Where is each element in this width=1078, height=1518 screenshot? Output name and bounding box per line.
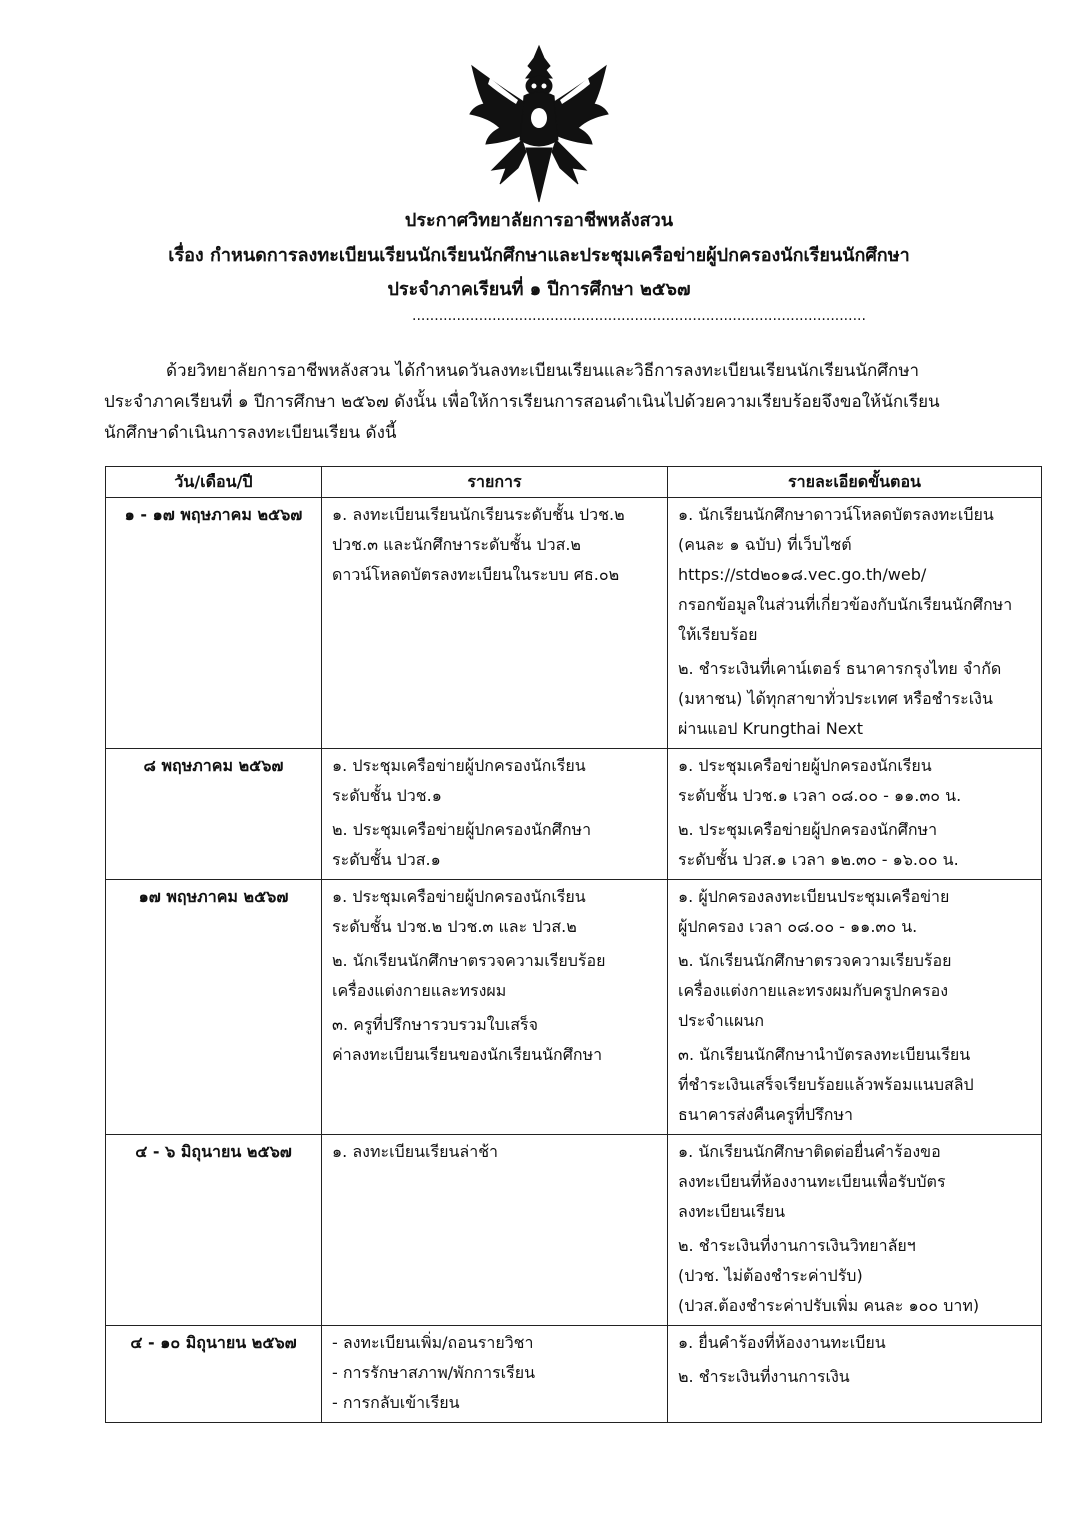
detail-entry	[678, 1040, 1031, 1130]
table-row	[106, 1135, 1042, 1326]
text-line: (มหาชน) ได้ทุกสาขาทั่วประเทศ หรือชำระเงิน	[678, 689, 993, 708]
row-items	[322, 880, 668, 1135]
row-items	[322, 1135, 668, 1326]
text-line: ระดับชั้น ปวช.๑	[332, 786, 442, 805]
text-line: - ลงทะเบียนเพิ่ม/ถอนรายวิชา	[332, 1333, 534, 1352]
detail-entry	[678, 654, 1031, 744]
detail-entry	[678, 1362, 1031, 1392]
separator-dots: ......................................................................................................	[412, 308, 866, 324]
text-line: ลงทะเบียนที่ห้องงานทะเบียนเพื่อรับบัตร	[678, 1172, 946, 1191]
item-entry	[332, 751, 657, 811]
text-line: ๓. นักเรียนนักศึกษานำบัตรลงทะเบียนเรียน	[678, 1045, 971, 1064]
text-line: ๒. ชำระเงินที่งานการเงิน	[678, 1367, 850, 1386]
item-entry	[332, 1010, 657, 1070]
schedule-table	[105, 466, 1042, 1423]
text-line: ๒. ประชุมเครือข่ายผู้ปกครองนักศึกษา	[332, 820, 592, 839]
text-line: ระดับชั้น ปวช.๑ เวลา ๐๘.๐๐ - ๑๑.๓๐ น.	[678, 786, 962, 805]
item-entry	[332, 882, 657, 942]
table-row	[106, 498, 1042, 749]
row-details	[668, 1326, 1042, 1423]
text-line: ๒. นักเรียนนักศึกษาตรวจความเรียบร้อย	[332, 951, 606, 970]
row-date: ๔ - ๖ มิถุนายน ๒๕๖๗	[106, 1135, 322, 1326]
row-date: ๑๗ พฤษภาคม ๒๕๖๗	[106, 880, 322, 1135]
text-line: ๒. ประชุมเครือข่ายผู้ปกครองนักศึกษา	[678, 820, 938, 839]
item-entry	[332, 1328, 657, 1418]
row-date: ๑ - ๑๗ พฤษภาคม ๒๕๖๗	[106, 498, 322, 749]
column-header-details: รายละเอียดขั้นตอน	[668, 467, 1042, 498]
garuda-emblem-icon	[466, 44, 612, 204]
text-line: ให้เรียบร้อย	[678, 625, 758, 644]
row-details	[668, 1135, 1042, 1326]
text-line: ธนาคารส่งคืนครูที่ปรึกษา	[678, 1105, 853, 1124]
text-line: ๑. ประชุมเครือข่ายผู้ปกครองนักเรียน	[678, 756, 932, 775]
row-details	[668, 880, 1042, 1135]
announcement-subject: เรื่อง กำหนดการลงทะเบียนเรียนนักเรียนนักศึกษาและประชุมเครือข่ายผู้ปกครองนักเรียนนักศึกษา	[168, 245, 910, 266]
text-line: ๑. ผู้ปกครองลงทะเบียนประชุมเครือข่าย	[678, 887, 950, 906]
text-line: ๒. ชำระเงินที่งานการเงินวิทยาลัยฯ	[678, 1236, 916, 1255]
announcement-semester: ประจำภาคเรียนที่ ๑ ปีการศึกษา ๒๕๖๗	[387, 279, 691, 300]
text-line: (คนละ ๑ ฉบับ) ที่เว็บไซต์	[678, 535, 852, 554]
detail-entry	[678, 815, 1031, 875]
text-line: ระดับชั้น ปวส.๑	[332, 850, 441, 869]
intro-line-1: ด้วยวิทยาลัยการอาชีพหลังสวน ได้กำหนดวันลงทะเบียนเรียนและวิธีการลงทะเบียนเรียนนักเรียนนักศึกษา	[166, 361, 920, 381]
column-header-items: รายการ	[322, 467, 668, 498]
text-line: (ปวช. ไม่ต้องชำระค่าปรับ)	[678, 1266, 863, 1285]
text-line: เครื่องแต่งกายและทรงผม	[332, 981, 507, 1000]
text-line: ๑. นักเรียนนักศึกษาติดต่อยื่นคำร้องขอ	[678, 1142, 941, 1161]
text-line: ระดับชั้น ปวส.๑ เวลา ๑๒.๓๐ - ๑๖.๐๐ น.	[678, 850, 959, 869]
column-header-date: วัน/เดือน/ปี	[106, 467, 322, 498]
text-line: ๓. ครูที่ปรึกษารวบรวมใบเสร็จ	[332, 1015, 538, 1034]
text-line: ปวช.๓ และนักศึกษาระดับชั้น ปวส.๒	[332, 535, 581, 554]
table-row	[106, 880, 1042, 1135]
detail-entry	[678, 946, 1031, 1036]
text-line: ๑. ประชุมเครือข่ายผู้ปกครองนักเรียน	[332, 887, 586, 906]
text-line: ค่าลงทะเบียนเรียนของนักเรียนนักศึกษา	[332, 1045, 603, 1064]
row-items	[322, 498, 668, 749]
row-details	[668, 498, 1042, 749]
detail-entry	[678, 1231, 1031, 1321]
text-line: ๑. นักเรียนนักศึกษาดาวน์โหลดบัตรลงทะเบียน	[678, 505, 994, 524]
detail-entry	[678, 882, 1031, 942]
item-entry	[332, 815, 657, 875]
item-entry	[332, 1137, 657, 1167]
row-items	[322, 749, 668, 880]
text-line: - การกลับเข้าเรียน	[332, 1393, 460, 1412]
text-line: กรอกข้อมูลในส่วนที่เกี่ยวข้องกับนักเรียนนักศึกษา	[678, 595, 1013, 614]
text-line: - การรักษาสภาพ/พักการเรียน	[332, 1363, 536, 1382]
text-line: ระดับชั้น ปวช.๒ ปวช.๓ และ ปวส.๒	[332, 917, 577, 936]
text-line: ๑. ประชุมเครือข่ายผู้ปกครองนักเรียน	[332, 756, 586, 775]
text-line: ๑. ยื่นคำร้องที่ห้องงานทะเบียน	[678, 1333, 886, 1352]
detail-entry	[678, 1328, 1031, 1358]
text-line: ๒. นักเรียนนักศึกษาตรวจความเรียบร้อย	[678, 951, 952, 970]
text-line: ๑. ลงทะเบียนเรียนล่าช้า	[332, 1142, 499, 1161]
row-date: ๘ พฤษภาคม ๒๕๖๗	[106, 749, 322, 880]
table-row	[106, 749, 1042, 880]
detail-entry	[678, 751, 1031, 811]
detail-entry	[678, 1137, 1031, 1227]
table-header-row	[106, 467, 1042, 498]
text-line: ผู้ปกครอง เวลา ๐๘.๐๐ - ๑๑.๓๐ น.	[678, 917, 918, 936]
row-details	[668, 749, 1042, 880]
text-line: https://std๒๐๑๘.vec.go.th/web/	[678, 565, 927, 584]
text-line: ๑. ลงทะเบียนเรียนนักเรียนระดับชั้น ปวช.๒	[332, 505, 625, 524]
text-line: ประจำแผนก	[678, 1011, 765, 1030]
text-line: ผ่านแอป Krungthai Next	[678, 719, 863, 738]
item-entry	[332, 946, 657, 1006]
item-entry	[332, 500, 657, 590]
text-line: เครื่องแต่งกายและทรงผมกับครูปกครอง	[678, 981, 949, 1000]
row-items	[322, 1326, 668, 1423]
text-line: ๒. ชำระเงินที่เคาน์เตอร์ ธนาคารกรุงไทย จำกัด	[678, 659, 1002, 678]
text-line: ที่ชำระเงินเสร็จเรียบร้อยแล้วพร้อมแนบสลิป	[678, 1075, 974, 1094]
intro-paragraph	[104, 356, 1004, 449]
intro-line-3: นักศึกษาดำเนินการลงทะเบียนเรียน ดังนี้	[104, 423, 397, 443]
intro-line-2: ประจำภาคเรียนที่ ๑ ปีการศึกษา ๒๕๖๗ ดังนั้น เพื่อให้การเรียนการสอนดำเนินไปด้วยความเรียบร้อยจึงขอให้นักเรียน	[104, 392, 940, 412]
announcement-title: ประกาศวิทยาลัยการอาชีพหลังสวน	[404, 210, 674, 231]
text-line: ดาวน์โหลดบัตรลงทะเบียนในระบบ ศธ.๐๒	[332, 565, 620, 584]
row-date: ๔ - ๑๐ มิถุนายน ๒๕๖๗	[106, 1326, 322, 1423]
text-line: (ปวส.ต้องชำระค่าปรับเพิ่ม คนละ ๑๐๐ บาท)	[678, 1296, 980, 1315]
text-line: ลงทะเบียนเรียน	[678, 1202, 786, 1221]
detail-entry	[678, 500, 1031, 650]
table-row	[106, 1326, 1042, 1423]
